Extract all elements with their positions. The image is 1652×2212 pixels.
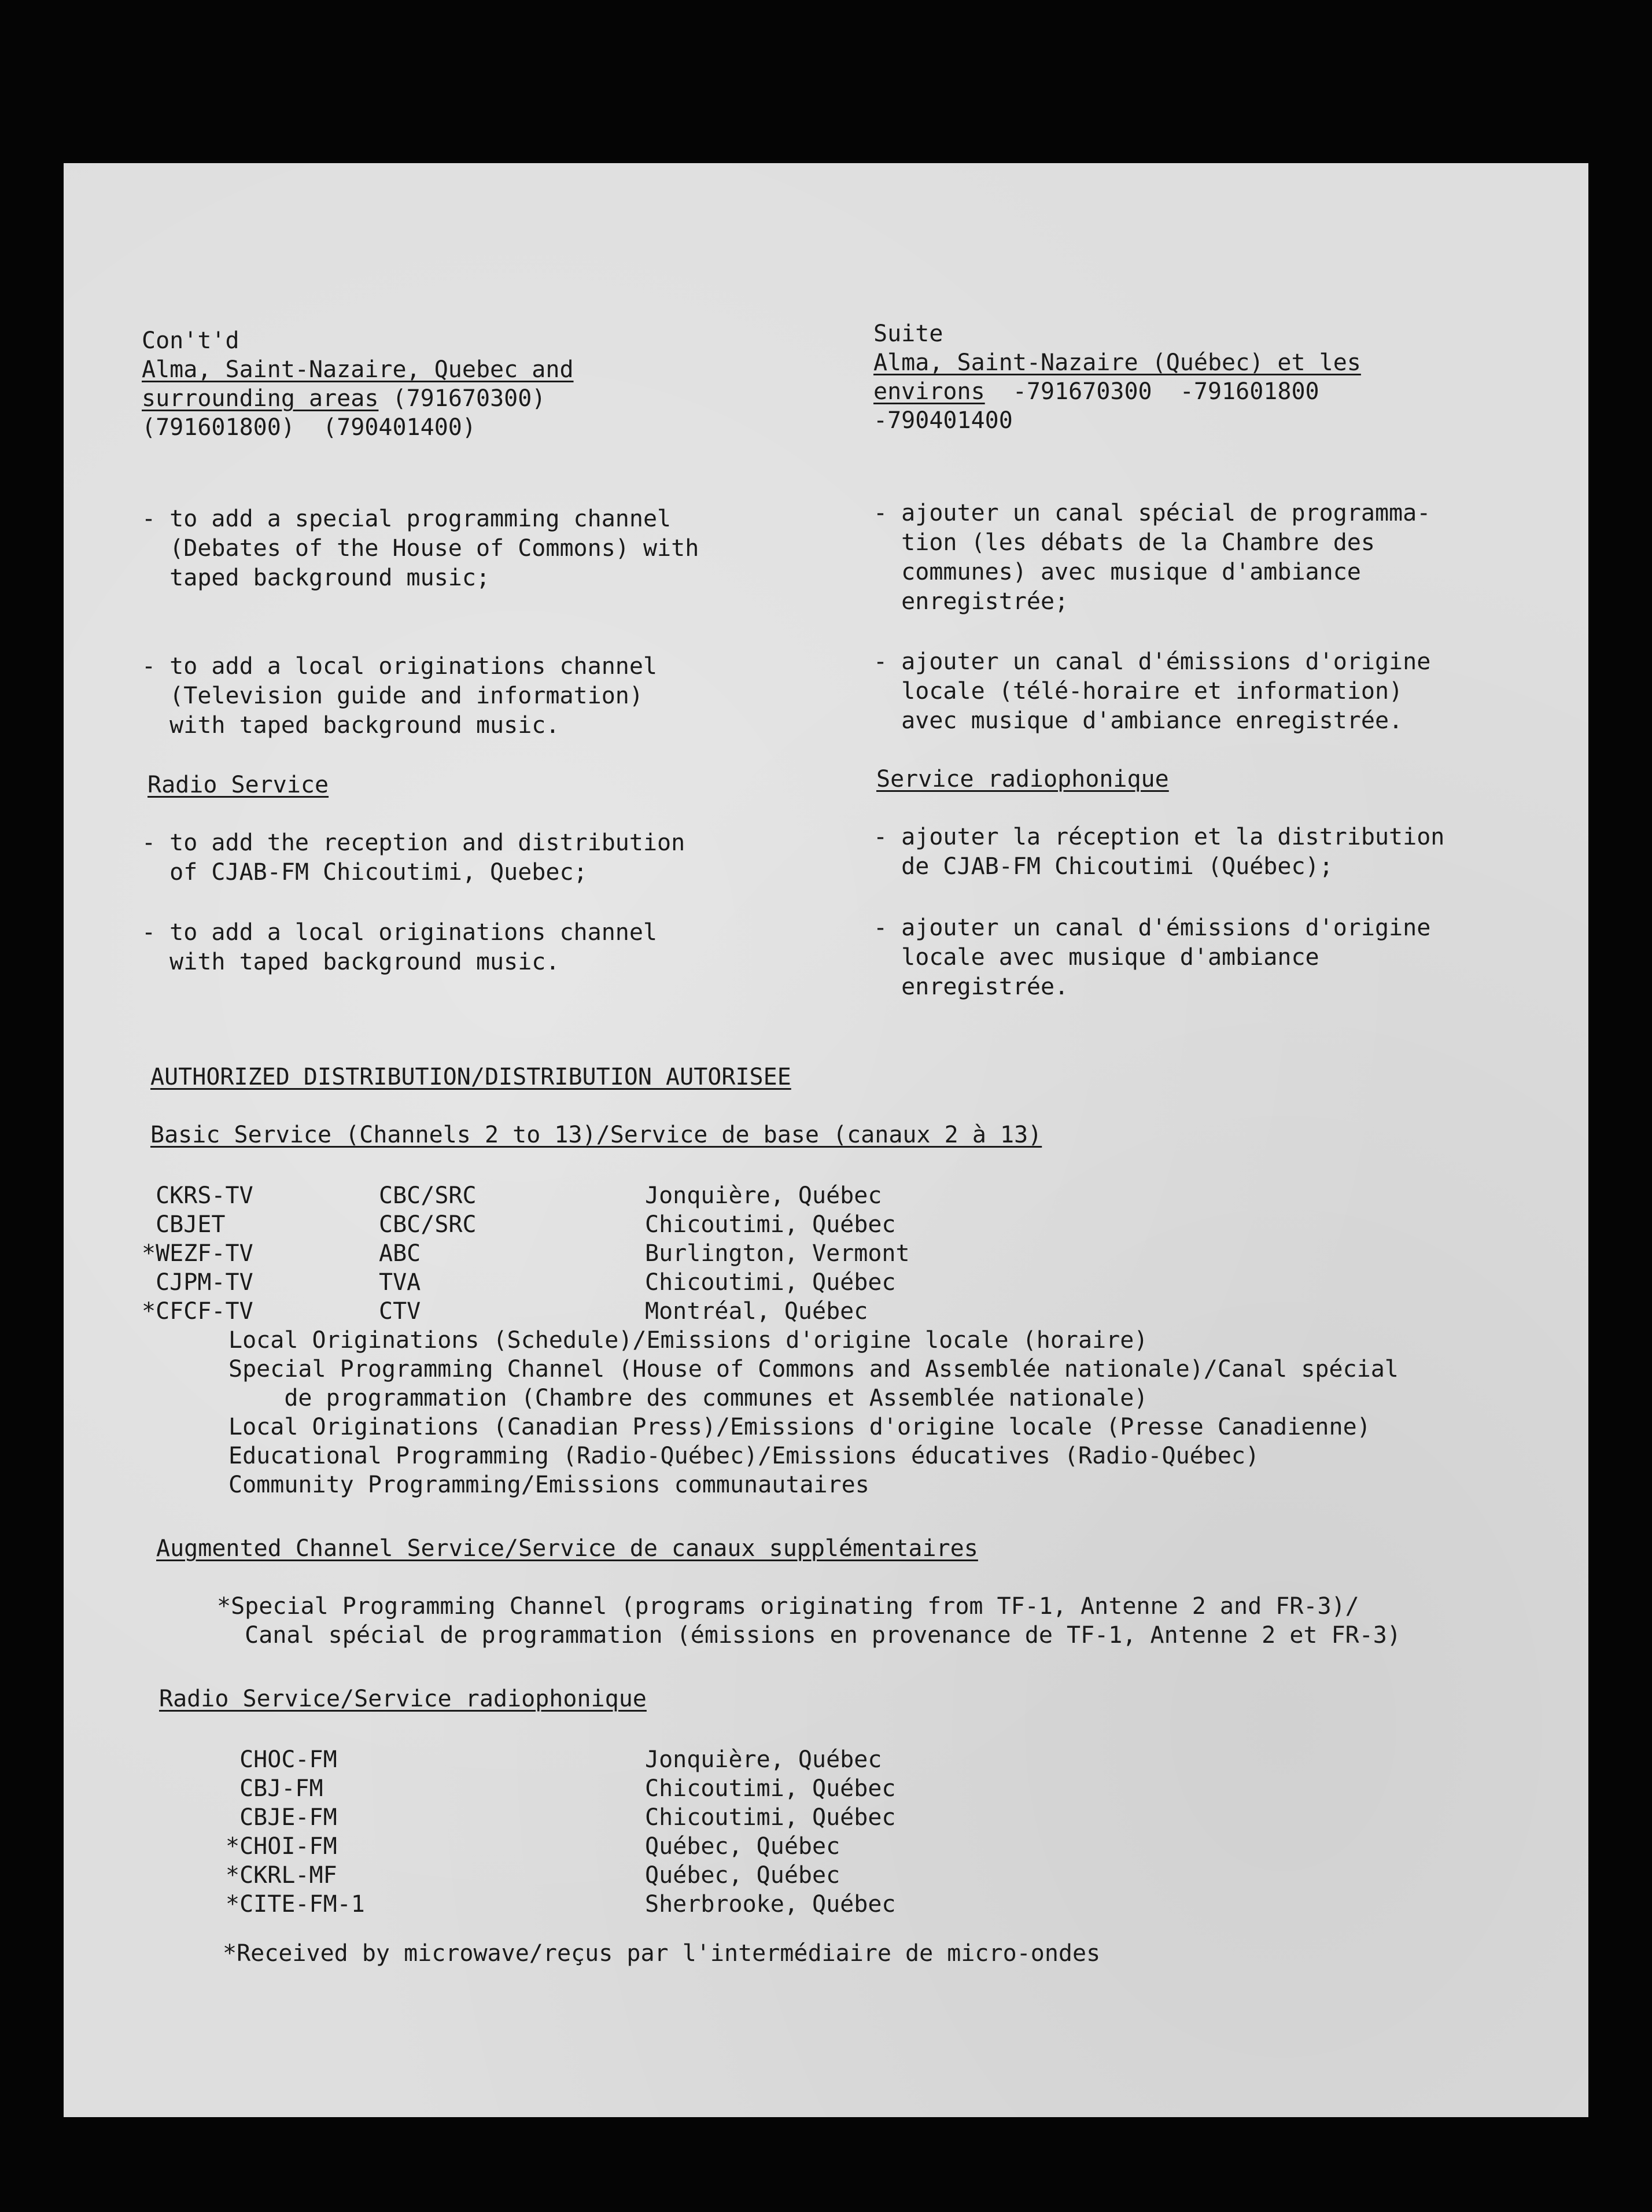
right-header-line2-underlined: environs	[873, 378, 985, 405]
station-network-1: CBC/SRC	[379, 1182, 477, 1209]
station-location-3: Burlington, Vermont	[645, 1240, 910, 1267]
right-suite-label: Suite	[873, 320, 943, 347]
right-item-1-line1: - ajouter un canal spécial de programma-	[873, 500, 1431, 526]
other-line-6: Community Programming/Emissions communautaires	[228, 1472, 869, 1498]
radio-station-call-4: *CHOI-FM	[226, 1833, 337, 1860]
radio-left-item-1-line1: - to add the reception and distribution	[142, 830, 685, 856]
radio-station-location-3: Chicoutimi, Québec	[645, 1804, 896, 1831]
station-call-1: CKRS-TV	[142, 1182, 253, 1209]
right-header-line2	[873, 377, 1319, 406]
radio-station-call-2: CBJ-FM	[226, 1775, 323, 1802]
radio-service-list-heading: Radio Service/Service radiophonique	[159, 1686, 647, 1712]
right-item-1-line3: communes) avec musique d'ambiance	[873, 559, 1361, 585]
augmented-service-heading: Augmented Channel Service/Service de canaux supplémentaires	[156, 1535, 978, 1562]
left-item-1-line2: (Debates of the House of Commons) with	[142, 535, 699, 562]
right-header-line3: -790401400	[873, 407, 1013, 434]
station-location-1: Jonquière, Québec	[645, 1182, 882, 1209]
radio-right-item-1-line2: de CJAB-FM Chicoutimi (Québec);	[873, 853, 1333, 880]
radio-left-item-2-line2: with taped background music.	[142, 949, 560, 975]
left-header-line1: Alma, Saint-Nazaire, Quebec and	[142, 356, 574, 383]
authorized-distribution-heading: AUTHORIZED DISTRIBUTION/DISTRIBUTION AUTORISEE	[150, 1064, 791, 1090]
station-call-3: *WEZF-TV	[142, 1240, 253, 1267]
right-item-1-line2: tion (les débats de la Chambre des	[873, 529, 1375, 556]
radio-station-location-6: Sherbrooke, Québec	[645, 1891, 896, 1918]
station-location-5: Montréal, Québec	[645, 1298, 868, 1325]
station-call-5: *CFCF-TV	[142, 1298, 253, 1325]
radio-left-item-2-line1: - to add a local originations channel	[142, 919, 658, 946]
station-network-5: CTV	[379, 1298, 421, 1325]
station-call-2: CBJET	[142, 1211, 226, 1238]
radio-right-item-2-line1: - ajouter un canal d'émissions d'origine	[873, 915, 1431, 941]
left-item-2-line2: (Television guide and information)	[142, 683, 643, 709]
right-header-line2-codes: -791670300 -791601800	[984, 378, 1319, 405]
document-page	[64, 163, 1588, 2117]
radio-right-item-2-line3: enregistrée.	[873, 974, 1069, 1000]
radio-station-call-6: *CITE-FM-1	[226, 1891, 365, 1918]
left-item-1-line1: - to add a special programming channel	[142, 506, 672, 532]
left-item-2-line3: with taped background music.	[142, 712, 560, 739]
station-network-2: CBC/SRC	[379, 1211, 477, 1238]
radio-right-item-2-line2: locale avec musique d'ambiance	[873, 944, 1319, 971]
augmented-line-1: *Special Programming Channel (programs originating from TF-1, Antenne 2 and FR-3)/	[217, 1593, 1359, 1620]
right-item-2-line3: avec musique d'ambiance enregistrée.	[873, 707, 1403, 734]
station-network-3: ABC	[379, 1240, 421, 1267]
radio-station-call-1: CHOC-FM	[226, 1746, 337, 1773]
right-item-2-line2: locale (télé-horaire et information)	[873, 678, 1403, 705]
left-item-1-line3: taped background music;	[142, 565, 491, 591]
other-line-2: Special Programming Channel (House of Commons and Assemblée nationale)/Canal spécial	[228, 1356, 1399, 1383]
radio-station-location-2: Chicoutimi, Québec	[645, 1775, 896, 1802]
station-call-4: CJPM-TV	[142, 1269, 253, 1296]
station-location-2: Chicoutimi, Québec	[645, 1211, 896, 1238]
radio-station-location-4: Québec, Québec	[645, 1833, 840, 1860]
radio-left-item-1-line2: of CJAB-FM Chicoutimi, Quebec;	[142, 859, 588, 886]
radio-station-location-5: Québec, Québec	[645, 1862, 840, 1889]
right-item-2-line1: - ajouter un canal d'émissions d'origine	[873, 648, 1431, 675]
left-header-line3: (791601800) (790401400)	[142, 414, 476, 441]
microwave-footnote: *Received by microwave/reçus par l'intermédiaire de micro-ondes	[223, 1940, 1101, 1967]
augmented-line-2: Canal spécial de programmation (émissions en provenance de TF-1, Antenne 2 et FR-3)	[217, 1622, 1401, 1649]
left-header-line2	[142, 384, 545, 413]
right-header-line1: Alma, Saint-Nazaire (Québec) et les	[873, 349, 1361, 376]
service-radiophonique-heading: Service radiophonique	[876, 766, 1169, 792]
radio-station-call-5: *CKRL-MF	[226, 1862, 337, 1889]
left-contd-label: Con't'd	[142, 327, 239, 354]
basic-service-heading: Basic Service (Channels 2 to 13)/Service de base (canaux 2 à 13)	[150, 1122, 1042, 1148]
station-location-4: Chicoutimi, Québec	[645, 1269, 896, 1296]
left-header-line2-codes: (791670300)	[378, 385, 546, 412]
radio-station-call-3: CBJE-FM	[226, 1804, 337, 1831]
other-line-5: Educational Programming (Radio-Québec)/Emissions éducatives (Radio-Québec)	[228, 1443, 1260, 1469]
other-line-1: Local Originations (Schedule)/Emissions d'origine locale (horaire)	[228, 1327, 1148, 1354]
station-network-4: TVA	[379, 1269, 421, 1296]
left-item-2-line1: - to add a local originations channel	[142, 653, 658, 680]
radio-right-item-1-line1: - ajouter la réception et la distribution	[873, 824, 1445, 850]
left-header-line2-underlined: surrounding areas	[142, 385, 379, 412]
radio-station-location-1: Jonquière, Québec	[645, 1746, 882, 1773]
other-line-4: Local Originations (Canadian Press)/Emissions d'origine locale (Presse Canadienne)	[228, 1414, 1371, 1440]
radio-service-heading: Radio Service	[148, 772, 329, 798]
other-line-3: de programmation (Chambre des communes et Assemblée nationale)	[228, 1385, 1148, 1411]
right-item-1-line4: enregistrée;	[873, 588, 1069, 615]
